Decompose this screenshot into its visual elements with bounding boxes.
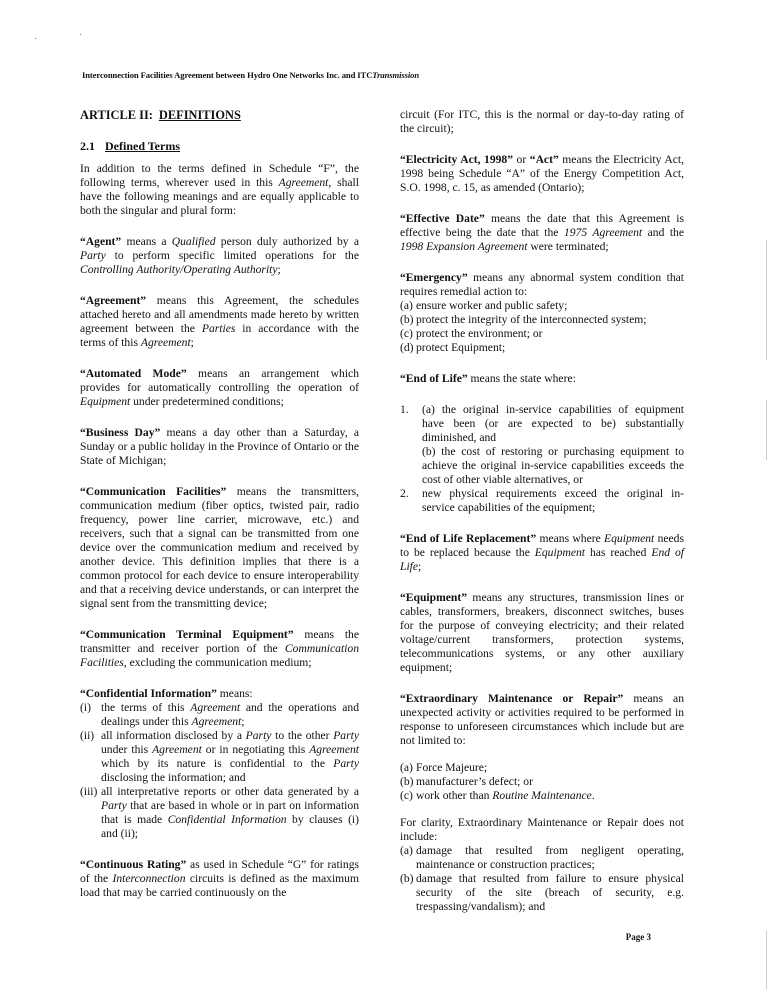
page-number: Page 3 (625, 932, 651, 942)
list-item: (b) damage that resulted from failure to ensure physical security of the site (breach of security, e.g. trespassing/vandalism); and (400, 872, 684, 913)
scan-speck (80, 34, 81, 35)
definition-agent: “Agent” means a Qualified person duly authorized by a Party to perform specific limited operations for the Controlling Authority/Operating Authority; (80, 235, 359, 276)
list-item: (c) protect the environment; or (400, 327, 543, 340)
article-heading: ARTICLE II: DEFINITIONS (80, 108, 241, 122)
list-subitem: (b) the cost of restoring or purchasing equipment to achieve the original in-service capabilities exceeds the cost of other viable alternatives, or (422, 445, 684, 486)
definition-communication-terminal-equipment: “Communication Terminal Equipment” means the transmitter and receiver portion of the Communication Facilities, excluding the communication medium; (80, 628, 359, 669)
list-item: (a) damage that resulted from negligent operating, maintenance or construction practices; (400, 844, 684, 871)
definition-confidential-information: “Confidential Information” means: (80, 687, 253, 700)
list-item: (ii) all information disclosed by a Party to the other Party under this Agreement or in negotiating this Agreement which by its nature is confidential to the Party disclosing the information; and (80, 729, 359, 784)
definition-electricity-act: “Electricity Act, 1998” or “Act” means the Electricity Act, 1998 being Schedule “A” of the Energy Competition Act, S.O. 1998, c. 15, as amended (Ontario); (400, 153, 684, 194)
definition-equipment: “Equipment” means any structures, transmission lines or cables, transformers, breakers, disconnect switches, buses for the purpose of conveying electricity; and their related voltage/current transformers, protection systems, telecommunications systems, or any other auxiliary equipment; (400, 591, 684, 674)
scan-edge-mark (766, 400, 767, 460)
definition-communication-facilities: “Communication Facilities” means the transmitters, communication medium (fiber optics, twisted pair, radio frequency, power line carrier, microwave, etc.) and receivers, such that a signal can be transmitted from one device over the communication medium and received by another device. This definition implies that there is a common protocol for each device to ensure interoperability and that a receiving device understands, or can interpret the signal sent from the transmitting device; (80, 485, 359, 610)
definition-agreement: “Agreement” means this Agreement, the schedules attached hereto and all amendments made hereto by written agreement between the Parties in accordance with the terms of this Agreement; (80, 294, 359, 349)
list-item: (c) work other than Routine Maintenance. (400, 789, 595, 802)
list-item: (d) protect Equipment; (400, 341, 506, 354)
list-item: 1. (a) the original in-service capabilities of equipment have been (or are expected to be) substantially diminished, and (400, 403, 684, 444)
list-item: (b) protect the integrity of the interconnected system; (400, 313, 647, 326)
scan-edge-mark (766, 930, 767, 990)
definition-end-of-life-replacement: “End of Life Replacement” means where Equipment needs to be replaced because the Equipment has reached End of Life; (400, 532, 684, 573)
scan-speck (35, 38, 36, 39)
list-item: (i) the terms of this Agreement and the operations and dealings under this Agreement; (80, 701, 359, 728)
left-column (80, 108, 359, 900)
list-item: 2. new physical requirements exceed the original in-service capabilities of the equipment; (400, 487, 684, 514)
section-heading: 2.1 Defined Terms (80, 139, 180, 153)
scan-edge-mark (766, 240, 767, 360)
intro-paragraph: In addition to the terms defined in Schedule “F”, the following terms, wherever used in this Agreement, shall have the following meanings and are equally applicable to both the singular and plural form: (80, 162, 359, 217)
definition-business-day: “Business Day” means a day other than a Saturday, a Sunday or a public holiday in the Province of Ontario or the State of Michigan; (80, 426, 359, 467)
list-item: (a) Force Majeure; (400, 761, 488, 774)
right-column (400, 108, 684, 914)
list-item: (a) ensure worker and public safety; (400, 299, 568, 312)
definition-end-of-life: “End of Life” means the state where: (400, 372, 576, 385)
definition-emergency: “Emergency” means any abnormal system condition that requires remedial action to: (400, 271, 684, 298)
running-header: Interconnection Facilities Agreement between Hydro One Networks Inc. and ITCTransmission (82, 70, 420, 80)
definition-automated-mode: “Automated Mode” means an arrangement which provides for automatically controlling the operation of Equipment under predetermined conditions; (80, 367, 359, 408)
list-item: (b) manufacturer’s defect; or (400, 775, 533, 788)
definition-effective-date: “Effective Date” means the date that this Agreement is effective being the date that the 1975 Agreement and the 1998 Expansion Agreement were terminated; (400, 212, 684, 253)
clarity-paragraph: For clarity, Extraordinary Maintenance or Repair does not include: (400, 816, 684, 843)
definition-extraordinary-maintenance: “Extraordinary Maintenance or Repair” means an unexpected activity or activities required to be performed in response to unforeseen circumstances which include but are not limited to: (400, 692, 685, 747)
definition-continuous-rating: “Continuous Rating” as used in Schedule “G” for ratings of the Interconnection circuits is defined as the maximum load that may be carried continuously on the (80, 858, 360, 899)
list-item: (iii) all interpretative reports or other data generated by a Party that are based in whole or in part on information that is made Confidential Information by clauses (i) and (ii); (80, 785, 360, 840)
continued-paragraph: circuit (For ITC, this is the normal or day-to-day rating of the circuit); (400, 108, 684, 135)
